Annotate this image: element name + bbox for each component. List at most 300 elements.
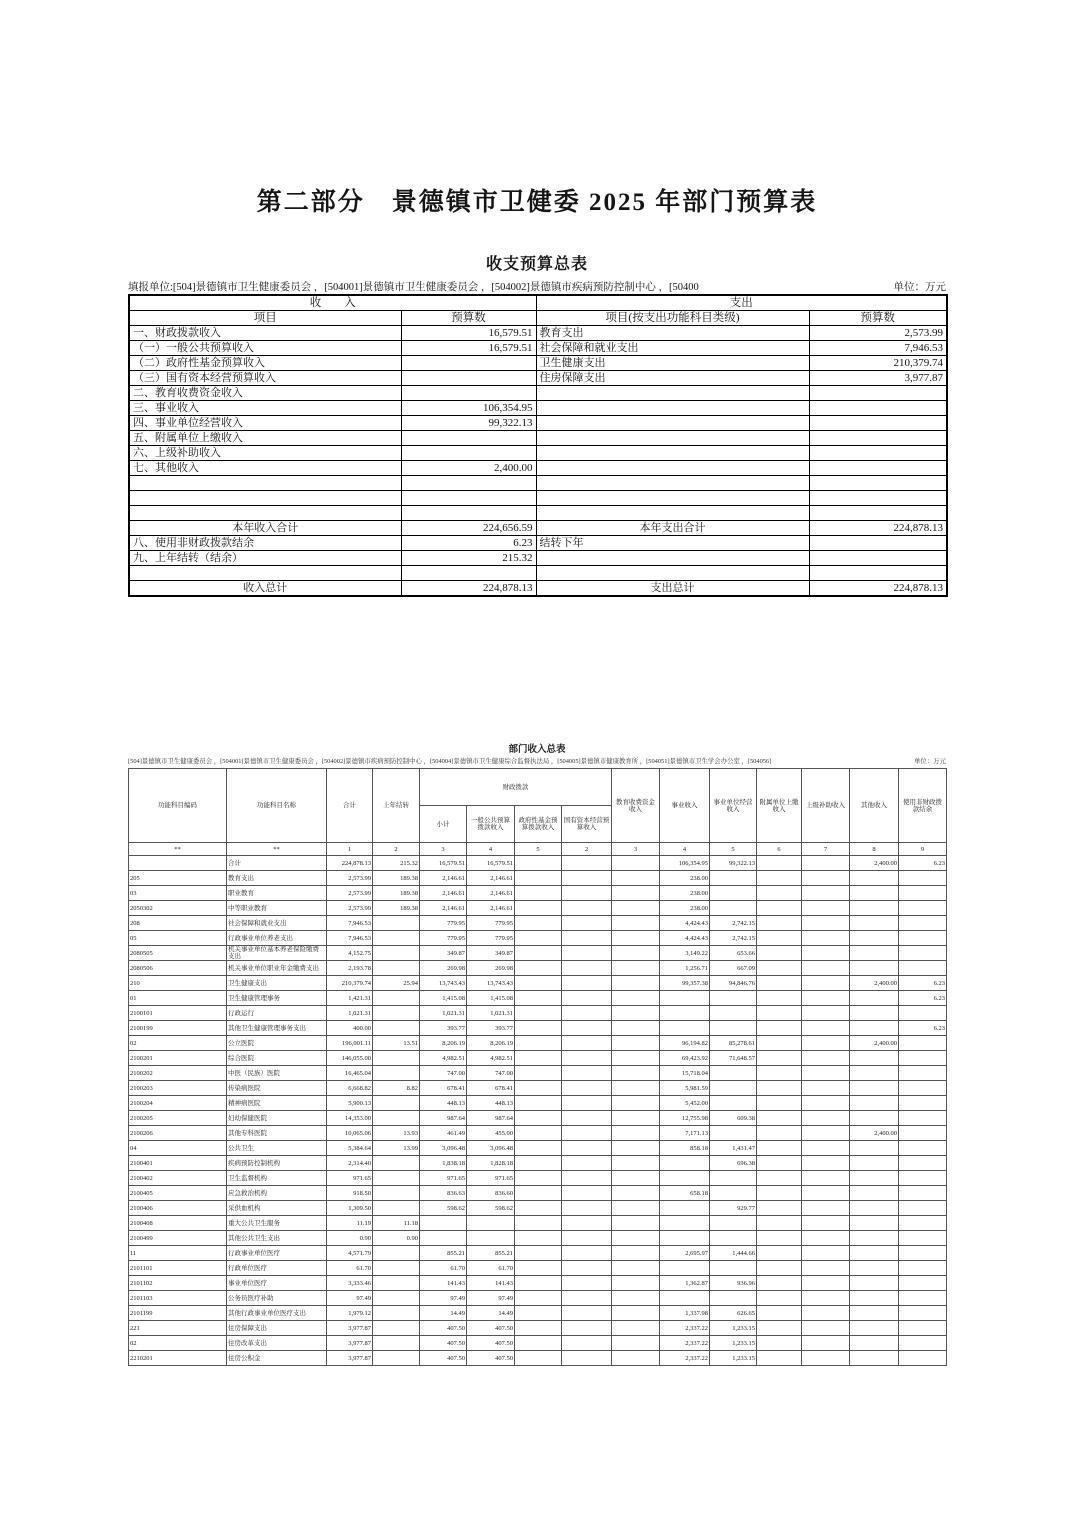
revenue-value-cell (373, 1276, 420, 1291)
summary-table-row (129, 371, 947, 386)
revenue-value-cell (515, 1291, 562, 1306)
expense-amount-cell: 3,977.87 (809, 371, 947, 386)
revenue-value-cell: 3,096.48 (467, 1141, 515, 1156)
revenue-value-cell (420, 1231, 467, 1246)
revenue-value-cell (802, 931, 850, 946)
revenue-value-cell (757, 1156, 802, 1171)
revenue-table-row (129, 1216, 947, 1231)
expense-amount-cell (809, 416, 947, 431)
income-item-cell: 收入总计 (129, 581, 401, 597)
function-name-cell: 其他公共卫生支出 (227, 1231, 327, 1246)
expense-item-cell: 社会保障和就业支出 (536, 341, 809, 356)
revenue-value-cell: 269.98 (420, 961, 467, 976)
income-amount-cell (401, 371, 536, 386)
revenue-value-cell: 918.50 (327, 1186, 373, 1201)
revenue-value-cell (612, 1036, 660, 1051)
revenue-table-row (129, 1231, 947, 1246)
expense-amount-cell (809, 386, 947, 401)
revenue-value-cell (612, 916, 660, 931)
revenue-value-cell: 836.63 (420, 1186, 467, 1201)
revenue-value-cell (802, 1006, 850, 1021)
revenue-value-cell (612, 1291, 660, 1306)
revenue-value-cell (899, 871, 947, 886)
revenue-value-cell (660, 1291, 710, 1306)
column-number-cell: 1 (327, 843, 373, 856)
income-item-cell (129, 476, 401, 491)
revenue-value-cell: 97.49 (467, 1291, 515, 1306)
revenue-value-cell: 8,206.19 (467, 1036, 515, 1051)
revenue-value-cell (899, 886, 947, 901)
function-name-cell: 行政事业单位医疗 (227, 1246, 327, 1261)
expense-item-cell (536, 386, 809, 401)
revenue-value-cell (710, 871, 757, 886)
revenue-value-cell (612, 1096, 660, 1111)
revenue-value-cell (802, 1261, 850, 1276)
revenue-value-cell: 1,362.87 (660, 1276, 710, 1291)
function-name-cell: 机关事业单位基本养老保险缴费支出 (227, 946, 327, 961)
col-header-nonfiscal-balance: 使用非财政拨款结余 (899, 769, 947, 843)
revenue-value-cell: 6,668.82 (327, 1081, 373, 1096)
revenue-value-cell (660, 991, 710, 1006)
income-item-cell (129, 566, 401, 581)
revenue-value-cell (373, 1321, 420, 1336)
function-code-cell (129, 856, 227, 871)
revenue-value-cell (515, 1306, 562, 1321)
revenue-table-row (129, 1066, 947, 1081)
revenue-value-cell (757, 1006, 802, 1021)
revenue-table-row (129, 946, 947, 961)
revenue-value-cell (757, 1171, 802, 1186)
revenue-value-cell: 224,878.13 (327, 856, 373, 871)
revenue-value-cell (802, 1276, 850, 1291)
revenue-value-cell: 141.43 (420, 1276, 467, 1291)
revenue-table-row (129, 856, 947, 871)
expense-item-cell (536, 446, 809, 461)
revenue-value-cell: 13.51 (373, 1036, 420, 1051)
revenue-value-cell (515, 931, 562, 946)
revenue-value-cell (660, 1006, 710, 1021)
revenue-value-cell (515, 1186, 562, 1201)
revenue-value-cell: 2,400.00 (850, 976, 899, 991)
revenue-value-cell (562, 871, 612, 886)
revenue-value-cell: 94,846.76 (710, 976, 757, 991)
summary-table-row (129, 491, 947, 506)
revenue-value-cell (802, 916, 850, 931)
revenue-value-cell: 215.32 (373, 856, 420, 871)
revenue-value-cell: 1,233.15 (710, 1321, 757, 1336)
revenue-value-cell (757, 1261, 802, 1276)
summary-table-row (129, 431, 947, 446)
revenue-value-cell (612, 856, 660, 871)
revenue-table-row (129, 1141, 947, 1156)
income-amount-cell: 224,878.13 (401, 581, 536, 597)
revenue-value-cell: 2,193.78 (327, 961, 373, 976)
income-item-cell: 七、其他收入 (129, 461, 401, 476)
revenue-value-cell (373, 1291, 420, 1306)
revenue-value-cell (373, 1051, 420, 1066)
revenue-value-cell (710, 1291, 757, 1306)
revenue-value-cell: 1,256.71 (660, 961, 710, 976)
revenue-value-cell (562, 1246, 612, 1261)
revenue-value-cell (562, 1321, 612, 1336)
revenue-value-cell: 6.23 (899, 1021, 947, 1036)
expense-amount-cell: 2,573.99 (809, 326, 947, 341)
expense-item-header: 项目(按支出功能科目类级) (536, 311, 809, 326)
revenue-value-cell: 4,982.51 (467, 1051, 515, 1066)
revenue-value-cell (757, 1246, 802, 1261)
revenue-value-cell: 12,755.98 (660, 1111, 710, 1126)
function-name-cell: 公共卫生 (227, 1141, 327, 1156)
function-code-cell: 2101102 (129, 1276, 227, 1291)
revenue-value-cell (899, 1321, 947, 1336)
summary-table-row (129, 506, 947, 521)
col-header-fiscal-group: 财政拨款 (420, 769, 612, 806)
revenue-value-cell (802, 1111, 850, 1126)
revenue-value-cell: 1,233.15 (710, 1351, 757, 1366)
revenue-value-cell (757, 1231, 802, 1246)
revenue-value-cell: 25.94 (373, 976, 420, 991)
revenue-value-cell: 667.09 (710, 961, 757, 976)
revenue-value-cell (757, 1351, 802, 1366)
function-code-cell: 2101199 (129, 1306, 227, 1321)
function-name-cell: 合计 (227, 856, 327, 871)
revenue-table-row (129, 871, 947, 886)
col-header-state-capital: 国有资本经营预算收入 (562, 806, 612, 843)
revenue-value-cell (802, 946, 850, 961)
revenue-value-cell: 13,743.43 (420, 976, 467, 991)
income-item-cell: 四、事业单位经营收入 (129, 416, 401, 431)
revenue-value-cell: 407.50 (420, 1321, 467, 1336)
revenue-value-cell (515, 916, 562, 931)
revenue-value-cell (802, 1036, 850, 1051)
revenue-value-cell (562, 946, 612, 961)
revenue-value-cell (757, 1051, 802, 1066)
revenue-value-cell (850, 1006, 899, 1021)
expense-amount-cell (809, 536, 947, 551)
revenue-value-cell: 5,384.64 (327, 1141, 373, 1156)
revenue-value-cell (850, 1171, 899, 1186)
revenue-value-cell (802, 1126, 850, 1141)
revenue-value-cell (660, 1201, 710, 1216)
revenue-value-cell: 16,579.51 (467, 856, 515, 871)
revenue-value-cell (612, 1261, 660, 1276)
revenue-value-cell: 455.00 (467, 1126, 515, 1141)
revenue-table-row (129, 976, 947, 991)
revenue-value-cell (660, 1231, 710, 1246)
revenue-value-cell (373, 1186, 420, 1201)
revenue-value-cell (899, 1306, 947, 1321)
revenue-value-cell: 99,357.38 (660, 976, 710, 991)
function-name-cell: 卫生健康支出 (227, 976, 327, 991)
expense-amount-cell: 224,878.13 (809, 581, 947, 597)
col-header-operating-income: 事业单位经营收入 (710, 769, 757, 843)
function-code-cell: 2050302 (129, 901, 227, 916)
revenue-value-cell (802, 1321, 850, 1336)
revenue-value-cell: 678.41 (467, 1081, 515, 1096)
revenue-value-cell (515, 1141, 562, 1156)
revenue-value-cell (515, 1231, 562, 1246)
income-item-cell: （二）政府性基金预算收入 (129, 356, 401, 371)
summary-table-row (129, 386, 947, 401)
revenue-value-cell: 696.38 (710, 1156, 757, 1171)
revenue-value-cell (757, 1141, 802, 1156)
function-name-cell: 住房公积金 (227, 1351, 327, 1366)
revenue-value-cell (899, 1096, 947, 1111)
revenue-value-cell (467, 1231, 515, 1246)
function-name-cell: 卫生健康管理事务 (227, 991, 327, 1006)
column-number-cell: ** (129, 843, 227, 856)
expense-item-cell: 支出总计 (536, 581, 809, 597)
revenue-value-cell: 349.87 (420, 946, 467, 961)
revenue-value-cell: 400.00 (327, 1021, 373, 1036)
revenue-value-cell (710, 1216, 757, 1231)
revenue-value-cell: 3,149.22 (660, 946, 710, 961)
revenue-value-cell: 2,573.99 (327, 901, 373, 916)
revenue-value-cell (515, 1021, 562, 1036)
revenue-header-row (129, 769, 947, 806)
revenue-value-cell (710, 1096, 757, 1111)
revenue-value-cell: 1,309.50 (327, 1201, 373, 1216)
function-name-cell: 机关事业单位职业年金缴费支出 (227, 961, 327, 976)
function-code-cell: 2080506 (129, 961, 227, 976)
function-name-cell: 传染病医院 (227, 1081, 327, 1096)
function-code-cell: 2100402 (129, 1171, 227, 1186)
revenue-value-cell: 1,444.66 (710, 1246, 757, 1261)
revenue-value-cell: 971.65 (420, 1171, 467, 1186)
income-amount-cell: 224,656.59 (401, 521, 536, 536)
expense-amount-cell (809, 491, 947, 506)
column-number-cell: ** (227, 843, 327, 856)
revenue-value-cell: 6.23 (899, 991, 947, 1006)
revenue-value-cell (802, 1336, 850, 1351)
revenue-value-cell: 13,743.43 (467, 976, 515, 991)
income-item-cell: （一）一般公共预算收入 (129, 341, 401, 356)
revenue-value-cell (562, 1006, 612, 1021)
revenue-value-cell: 14.49 (420, 1306, 467, 1321)
revenue-value-cell: 626.65 (710, 1306, 757, 1321)
revenue-value-cell: 238.00 (660, 901, 710, 916)
revenue-table-row (129, 1201, 947, 1216)
function-name-cell: 其他行政事业单位医疗支出 (227, 1306, 327, 1321)
revenue-value-cell: 7,946.53 (327, 931, 373, 946)
revenue-value-cell (802, 1081, 850, 1096)
revenue-value-cell (710, 1261, 757, 1276)
revenue-value-cell: 96,194.82 (660, 1036, 710, 1051)
revenue-value-cell (660, 1171, 710, 1186)
revenue-value-cell (562, 856, 612, 871)
function-name-cell: 社会保障和就业支出 (227, 916, 327, 931)
income-amount-cell: 106,354.95 (401, 401, 536, 416)
revenue-value-cell (850, 871, 899, 886)
revenue-value-cell (562, 976, 612, 991)
function-name-cell: 行政单位医疗 (227, 1261, 327, 1276)
revenue-value-cell (899, 1141, 947, 1156)
function-code-cell: 221 (129, 1321, 227, 1336)
income-item-cell (129, 506, 401, 521)
revenue-value-cell: 189.38 (373, 871, 420, 886)
revenue-value-cell: 189.38 (373, 886, 420, 901)
revenue-value-cell (757, 1201, 802, 1216)
income-amount-cell (401, 566, 536, 581)
revenue-value-cell (899, 901, 947, 916)
revenue-value-cell: 8,206.19 (420, 1036, 467, 1051)
summary-table-row (129, 581, 947, 597)
summary-table-row (129, 416, 947, 431)
expense-item-cell (536, 491, 809, 506)
revenue-value-cell (802, 1156, 850, 1171)
revenue-value-cell: 13.93 (373, 1126, 420, 1141)
revenue-value-cell: 2,146.61 (467, 871, 515, 886)
revenue-value-cell (899, 916, 947, 931)
revenue-value-cell: 3,977.87 (327, 1351, 373, 1366)
revenue-value-cell: 11.18 (373, 1216, 420, 1231)
revenue-value-cell: 349.87 (467, 946, 515, 961)
revenue-value-cell (899, 1276, 947, 1291)
revenue-value-cell (802, 1096, 850, 1111)
revenue-value-cell: 3,977.87 (327, 1321, 373, 1336)
revenue-value-cell: 0.90 (327, 1231, 373, 1246)
revenue-value-cell: 936.96 (710, 1276, 757, 1291)
revenue-value-cell: 2,337.22 (660, 1336, 710, 1351)
revenue-value-cell (612, 1081, 660, 1096)
column-number-cell: 7 (802, 843, 850, 856)
revenue-value-cell (612, 961, 660, 976)
expense-amount-cell (809, 506, 947, 521)
revenue-value-cell (562, 1201, 612, 1216)
function-code-cell: 2100406 (129, 1201, 227, 1216)
revenue-table-row (129, 1276, 947, 1291)
function-code-cell: 2100101 (129, 1006, 227, 1021)
summary-table-row (129, 461, 947, 476)
revenue-value-cell (899, 1216, 947, 1231)
income-item-cell: 一、财政拨款收入 (129, 326, 401, 341)
revenue-table-row (129, 1156, 947, 1171)
revenue-value-cell (802, 901, 850, 916)
revenue-value-cell (850, 1141, 899, 1156)
income-amount-cell (401, 476, 536, 491)
expense-amount-cell (809, 431, 947, 446)
income-budget-header: 预算数 (401, 311, 536, 326)
revenue-value-cell (757, 901, 802, 916)
revenue-value-cell (612, 1306, 660, 1321)
revenue-value-cell: 6.23 (899, 976, 947, 991)
revenue-value-cell (710, 991, 757, 1006)
function-code-cell: 2100405 (129, 1186, 227, 1201)
revenue-value-cell (850, 1351, 899, 1366)
revenue-value-cell (757, 886, 802, 901)
revenue-value-cell (899, 931, 947, 946)
summary-table-row (129, 551, 947, 566)
column-number-cell: 2 (373, 843, 420, 856)
revenue-value-cell: 2,573.99 (327, 871, 373, 886)
column-number-cell: 2 (562, 843, 612, 856)
function-name-cell: 采供血机构 (227, 1201, 327, 1216)
function-name-cell: 公务员医疗补助 (227, 1291, 327, 1306)
function-name-cell: 卫生监督机构 (227, 1171, 327, 1186)
revenue-value-cell (802, 991, 850, 1006)
revenue-value-cell: 196,001.11 (327, 1036, 373, 1051)
revenue-value-cell (757, 961, 802, 976)
col-header-superior-subsidy: 上级补助收入 (802, 769, 850, 843)
revenue-value-cell: 2,146.61 (467, 901, 515, 916)
revenue-value-cell (373, 916, 420, 931)
revenue-value-cell (515, 1006, 562, 1021)
revenue-value-cell (757, 1306, 802, 1321)
revenue-value-cell (515, 1336, 562, 1351)
expense-item-cell: 住房保障支出 (536, 371, 809, 386)
revenue-value-cell (612, 1216, 660, 1231)
revenue-value-cell (899, 1186, 947, 1201)
revenue-table-caption: 部门收入总表 (508, 745, 566, 755)
revenue-value-cell (515, 1156, 562, 1171)
revenue-value-cell (373, 1336, 420, 1351)
income-amount-cell: 99,322.13 (401, 416, 536, 431)
expense-amount-cell (809, 551, 947, 566)
revenue-value-cell: 106,354.95 (660, 856, 710, 871)
revenue-value-cell: 5,452.00 (660, 1096, 710, 1111)
revenue-value-cell (660, 1261, 710, 1276)
revenue-value-cell (802, 1216, 850, 1231)
revenue-value-cell: 7,171.13 (660, 1126, 710, 1141)
expense-amount-cell: 210,379.74 (809, 356, 947, 371)
revenue-value-cell: 269.98 (467, 961, 515, 976)
revenue-value-cell: 987.64 (420, 1111, 467, 1126)
revenue-value-cell: 2,400.00 (850, 1126, 899, 1141)
revenue-table-row (129, 1006, 947, 1021)
revenue-table-meta (128, 756, 946, 765)
income-amount-cell (401, 431, 536, 446)
revenue-value-cell (899, 1231, 947, 1246)
revenue-value-cell (850, 1321, 899, 1336)
function-name-cell: 中等职业教育 (227, 901, 327, 916)
column-number-cell: 4 (467, 843, 515, 856)
revenue-value-cell (899, 1006, 947, 1021)
revenue-value-cell (850, 946, 899, 961)
revenue-value-cell: 97.49 (327, 1291, 373, 1306)
revenue-value-cell (710, 1006, 757, 1021)
revenue-value-cell: 238.00 (660, 886, 710, 901)
revenue-value-cell (562, 1021, 612, 1036)
revenue-value-cell (757, 1036, 802, 1051)
revenue-value-cell: 779.95 (467, 931, 515, 946)
column-number-cell: 5 (515, 843, 562, 856)
revenue-value-cell (757, 1126, 802, 1141)
function-code-cell: 2210201 (129, 1351, 227, 1366)
revenue-value-cell (562, 961, 612, 976)
summary-table-row (129, 536, 947, 551)
revenue-value-cell (612, 1276, 660, 1291)
income-amount-cell (401, 386, 536, 401)
col-header-other-income: 其他收入 (850, 769, 899, 843)
revenue-value-cell: 61.70 (327, 1261, 373, 1276)
revenue-value-cell (515, 901, 562, 916)
revenue-value-cell: 653.66 (710, 946, 757, 961)
revenue-value-cell: 393.77 (420, 1021, 467, 1036)
revenue-value-cell (757, 916, 802, 931)
revenue-value-cell: 747.00 (467, 1066, 515, 1081)
revenue-value-cell: 836.60 (467, 1186, 515, 1201)
revenue-value-cell (850, 901, 899, 916)
revenue-value-cell (562, 1141, 612, 1156)
revenue-value-cell: 2,742.15 (710, 916, 757, 931)
revenue-value-cell: 1,021.31 (467, 1006, 515, 1021)
function-name-cell: 事业单位医疗 (227, 1276, 327, 1291)
col-header-function-code: 功能科目编码 (129, 769, 227, 843)
revenue-value-cell (899, 1126, 947, 1141)
function-code-cell: 03 (129, 886, 227, 901)
summary-table-row (129, 401, 947, 416)
revenue-value-cell: 85,278.61 (710, 1036, 757, 1051)
